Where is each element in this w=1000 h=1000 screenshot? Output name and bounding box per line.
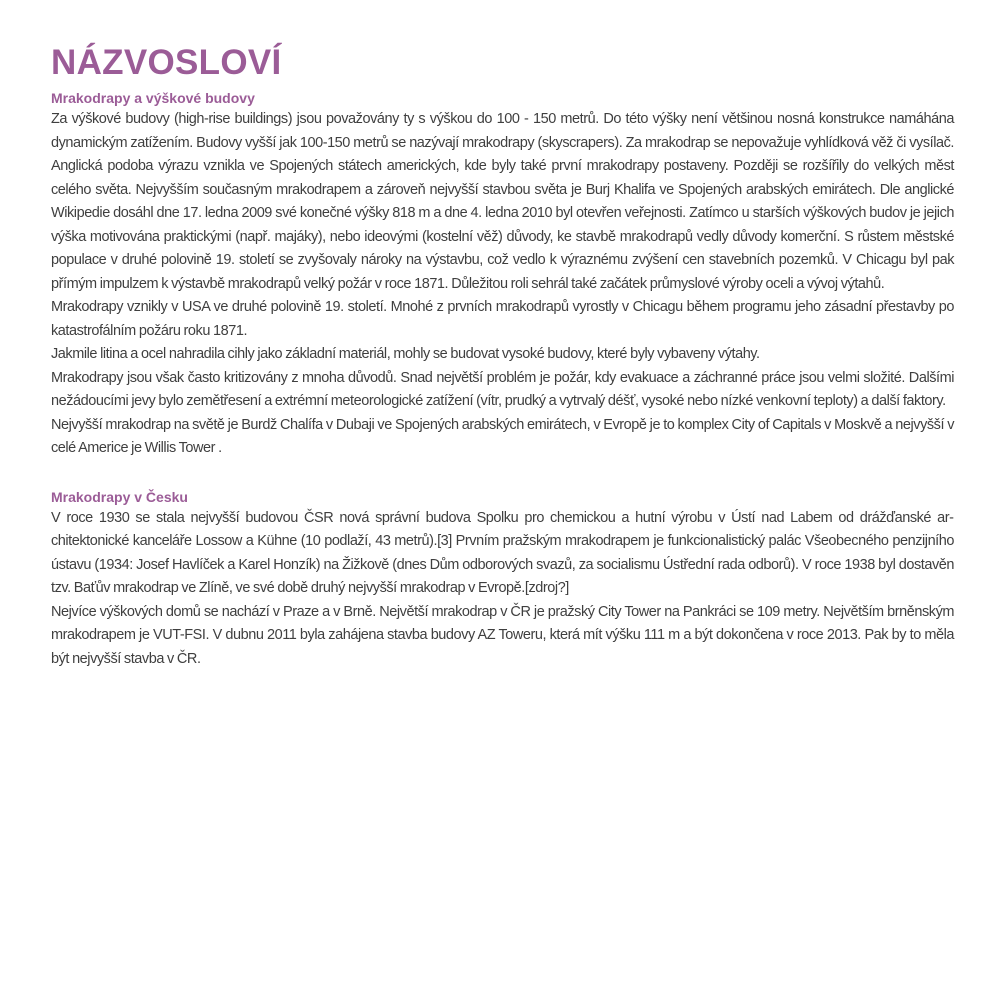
section-skyscrapers	[51, 88, 954, 461]
paragraph: Nejvíce výškových domů se nachází v Praze a v Brně. Největší mrakodrap v ČR je pražský City Tower na Pankráci se 109 metry. Největším brněnským mrakodrapem je VUT-FSI. V dubnu 2011 byla zahájena stavba budovy AZ Toweru, která mít výšku 111 m a být dokončena v roce 2013. Pak by to měla být nejvyšší stavba v ČR.	[51, 603, 954, 667]
paragraph: Mrakodrapy vznikly v USA ve druhé polovině 19. století. Mnohé z prvních mrakodrapů vyrostly v Chicagu během programu jeho zásadní přestavby po katastrofálním požáru roku 1871.	[51, 299, 954, 339]
document-page	[51, 38, 954, 671]
paragraph: Nejvyšší mrakodrap na světě je Burdž Chalífa v Dubaji ve Spojených arabských emirátech, v Evropě je to komplex City of Capitals v Moskvě a nejvyšší v celé Americe je Willis Tower .	[51, 416, 954, 456]
section-heading: Mrakodrapy a výškové budovy	[51, 90, 255, 106]
section-heading: Mrakodrapy v Česku	[51, 488, 188, 505]
section-spacer	[51, 461, 954, 487]
paragraph: V roce 1930 se stala nejvyšší budovou ČSR nová správní budova Spolku pro chemickou a hutní výrobu v Ústí nad Labem od drážďanské architektonické kanceláře Lossow a Kühne (10 podlaží, 43 metrů).[3] Prvním pražským mrakodrapem je funkcionalistický palác Všeobecného penzijního ústavu (1934: Josef Havlíček a Karel Honzík) na Žižkově (dnes Dům odborových svazů, za socialismu Ústřední rada odborů). V roce 1938 byl dostavěn tzv. Baťův mrakodrap ve Zlíně, ve své době druhý nejvyšší mrakodrap v Evropě.[zdroj?]	[51, 509, 954, 596]
paragraph: Jakmile litina a ocel nahradila cihly jako základní materiál, mohly se budovat vysoké budovy, které byly vybaveny výtahy.	[51, 346, 760, 362]
paragraph: Mrakodrapy jsou však často kritizovány z mnoha důvodů. Snad největší problém je požár, kdy evakuace a záchranné práce jsou velmi složité. Dalšími nežádoucími jevy bylo zemětřesení a extrémní meteorologické zatížení (vítr, prudký a vytrvalý déšť, vysoké nebo nízké venkovní teploty) a další faktory.	[51, 369, 954, 409]
section-czech-skyscrapers	[51, 487, 954, 672]
page-title: NÁZVOSLOVÍ	[51, 43, 282, 82]
paragraph: Za výškové budovy (high-rise buildings) jsou považovány ty s výškou do 100 - 150 metrů. Do této výšky není většinou nosná konstrukce namáhána dynamickým zatížením. Budovy vyšší jak 100-150 metrů se nazývají mrakodrapy (skyscrapers). Za mrakodrap se nepovažuje vyhlídková věž či vysílač. Anglická podoba výrazu vznikla ve Spojených státech amerických, kde byly také první mrakodrapy postaveny. Později se rozšířily do velkých měst celého světa. Nejvyšším současným mrakodrapem a zároveň nejvyšší stavbou světa je Burj Khalifa ve Spojených arabských emirátech. Dle anglické Wikipedie dosáhl dne 17. ledna 2009 své konečné výšky 818 m a dne 4. ledna 2010 byl otevřen veřejnosti. Zatímco u starších výškových budov je jejich výška motivována praktickými (např. majáky), nebo ideovými (kostelní věž) důvody, ke stavbě mrakodrapů vedly důvody komerční. S růstem městské populace v druhé polovině 19. století se zvyšovaly nároky na výstavbu, což vedlo k výraznému zvýšení cen stavebních pozemků. V Chicagu byl pak přímým impulzem k výstavbě mrakodrapů velký požár v roce 1871. Důležitou roli sehrál také začátek průmyslové výroby oceli a vývoj výtahů.	[51, 111, 954, 292]
